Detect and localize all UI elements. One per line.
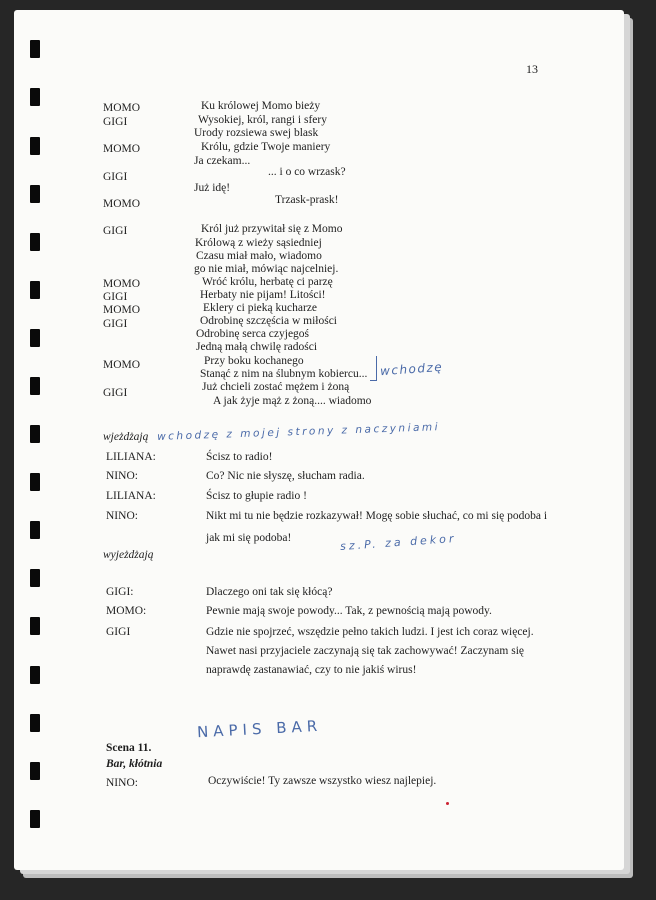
handwritten-note-props: wchodzę z mojej strony z naczyniami xyxy=(156,421,441,443)
lyric-line: Ja czekam... xyxy=(194,155,251,167)
lyric-line: Odrobinę serca czyjegoś xyxy=(196,328,310,340)
speaker-name: GIGI xyxy=(103,318,128,330)
dialogue-line: Dlaczego oni tak się kłócą? xyxy=(206,586,333,598)
ink-dot xyxy=(446,802,449,805)
lyric-line: Już idę! xyxy=(194,182,231,194)
binding-hole xyxy=(30,617,40,635)
speaker-name: MOMO xyxy=(103,198,141,210)
handwritten-note-decor: sz.P. za dekor xyxy=(339,531,457,554)
lyric-line: Urody rozsiewa swej blask xyxy=(194,127,319,139)
dialogue-speaker: LILIANA: xyxy=(106,451,156,463)
speaker-name: MOMO xyxy=(103,143,141,155)
binding-hole xyxy=(30,377,40,395)
lyric-line: Królu, gdzie Twoje maniery xyxy=(201,141,331,153)
binding-hole xyxy=(30,666,40,684)
lyric-line: Przy boku kochanego xyxy=(204,355,304,367)
dialogue-line: jak mi się podoba! xyxy=(206,532,292,544)
dialogue-line: Ścisz to radio! xyxy=(206,451,273,463)
speaker-name: GIGI xyxy=(103,291,128,303)
spiral-binding xyxy=(30,20,44,860)
speaker-name: MOMO xyxy=(103,304,141,316)
speaker-name: GIGI xyxy=(103,116,128,128)
lyric-line: Trzask-prask! xyxy=(275,194,339,206)
binding-hole xyxy=(30,40,40,58)
handwritten-note-sign: NAPIS BAR xyxy=(196,716,323,742)
binding-hole xyxy=(30,569,40,587)
dialogue-speaker: NINO: xyxy=(106,510,138,522)
dialogue-speaker: GIGI: xyxy=(106,586,134,598)
lyric-line: Jedną małą chwilę radości xyxy=(196,341,318,353)
dialogue-line: Ścisz to głupie radio ! xyxy=(206,490,307,502)
dialogue-line: naprawdę zastanawiać, czy to nie jakiś wirus! xyxy=(206,664,417,676)
lyric-line: go nie miał, mówiąc najcelniej. xyxy=(194,263,339,275)
handwritten-note-enter: wchodzę xyxy=(379,359,444,379)
binding-hole xyxy=(30,329,40,347)
dialogue-speaker: NINO: xyxy=(106,470,138,482)
binding-hole xyxy=(30,810,40,828)
lyric-line: Wysokiej, król, rangi i sfery xyxy=(198,114,327,126)
speaker-name: MOMO xyxy=(103,359,141,371)
stage-direction: wyjeżdżają xyxy=(103,549,154,561)
speaker-name: GIGI xyxy=(103,387,128,399)
stage-direction: wjeżdżają xyxy=(103,431,149,443)
binding-hole xyxy=(30,185,40,203)
lyric-line: Już chcieli zostać mężem i żoną xyxy=(202,381,350,393)
speaker-name: GIGI xyxy=(103,171,128,183)
scene-subheading: Bar, kłótnia xyxy=(106,758,163,770)
binding-hole xyxy=(30,233,40,251)
dialogue-line: Oczywiście! Ty zawsze wszystko wiesz najlepiej. xyxy=(208,775,437,787)
dialogue-speaker: MOMO: xyxy=(106,605,147,617)
lyric-line: Stanąć z nim na ślubnym kobiercu... xyxy=(200,368,368,380)
scene-heading: Scena 11. xyxy=(106,742,152,754)
dialogue-speaker: LILIANA: xyxy=(106,490,156,502)
dialogue-line: Pewnie mają swoje powody... Tak, z pewnością mają powody. xyxy=(206,605,492,617)
binding-hole xyxy=(30,521,40,539)
dialogue-line: Nawet nasi przyjaciele zaczynają się tak zachowywać! Zaczynam się xyxy=(206,645,524,657)
page-number: 13 xyxy=(526,62,538,76)
lyric-line: Król już przywitał się z Momo xyxy=(201,223,343,235)
dialogue-speaker: NINO: xyxy=(106,777,138,789)
dialogue-speaker: GIGI xyxy=(106,626,131,638)
binding-hole xyxy=(30,88,40,106)
binding-hole xyxy=(30,281,40,299)
lyric-line: ... i o co wrzask? xyxy=(268,166,346,178)
binding-hole xyxy=(30,425,40,443)
binding-hole xyxy=(30,714,40,732)
lyric-line: Ku królowej Momo bieży xyxy=(201,100,321,112)
handwritten-bracket xyxy=(370,356,377,381)
lyric-line: Herbaty nie pijam! Litości! xyxy=(200,289,326,301)
lyric-line: A jak żyje mąż z żoną.... wiadomo xyxy=(213,395,372,407)
binding-hole xyxy=(30,137,40,155)
lyric-line: Odrobinę szczęścia w miłości xyxy=(200,315,337,327)
lyric-line: Czasu miał mało, wiadomo xyxy=(196,250,322,262)
lyric-line: Eklery ci pieką kucharze xyxy=(203,302,317,314)
speaker-name: MOMO xyxy=(103,278,141,290)
dialogue-line: Nikt mi tu nie będzie rozkazywał! Mogę sobie słuchać, co mi się podoba i xyxy=(206,510,548,522)
lyric-line: Królową z wieży sąsiedniej xyxy=(195,237,322,249)
speaker-name: GIGI xyxy=(103,225,128,237)
dialogue-line: Co? Nic nie słyszę, słucham radia. xyxy=(206,470,365,482)
lyric-line: Wróć królu, herbatę ci parzę xyxy=(202,276,333,288)
dialogue-line: Gdzie nie spojrzeć, wszędzie pełno takich ludzi. I jest ich coraz więcej. xyxy=(206,626,534,638)
binding-hole xyxy=(30,762,40,780)
speaker-name: MOMO xyxy=(103,102,141,114)
binding-hole xyxy=(30,473,40,491)
